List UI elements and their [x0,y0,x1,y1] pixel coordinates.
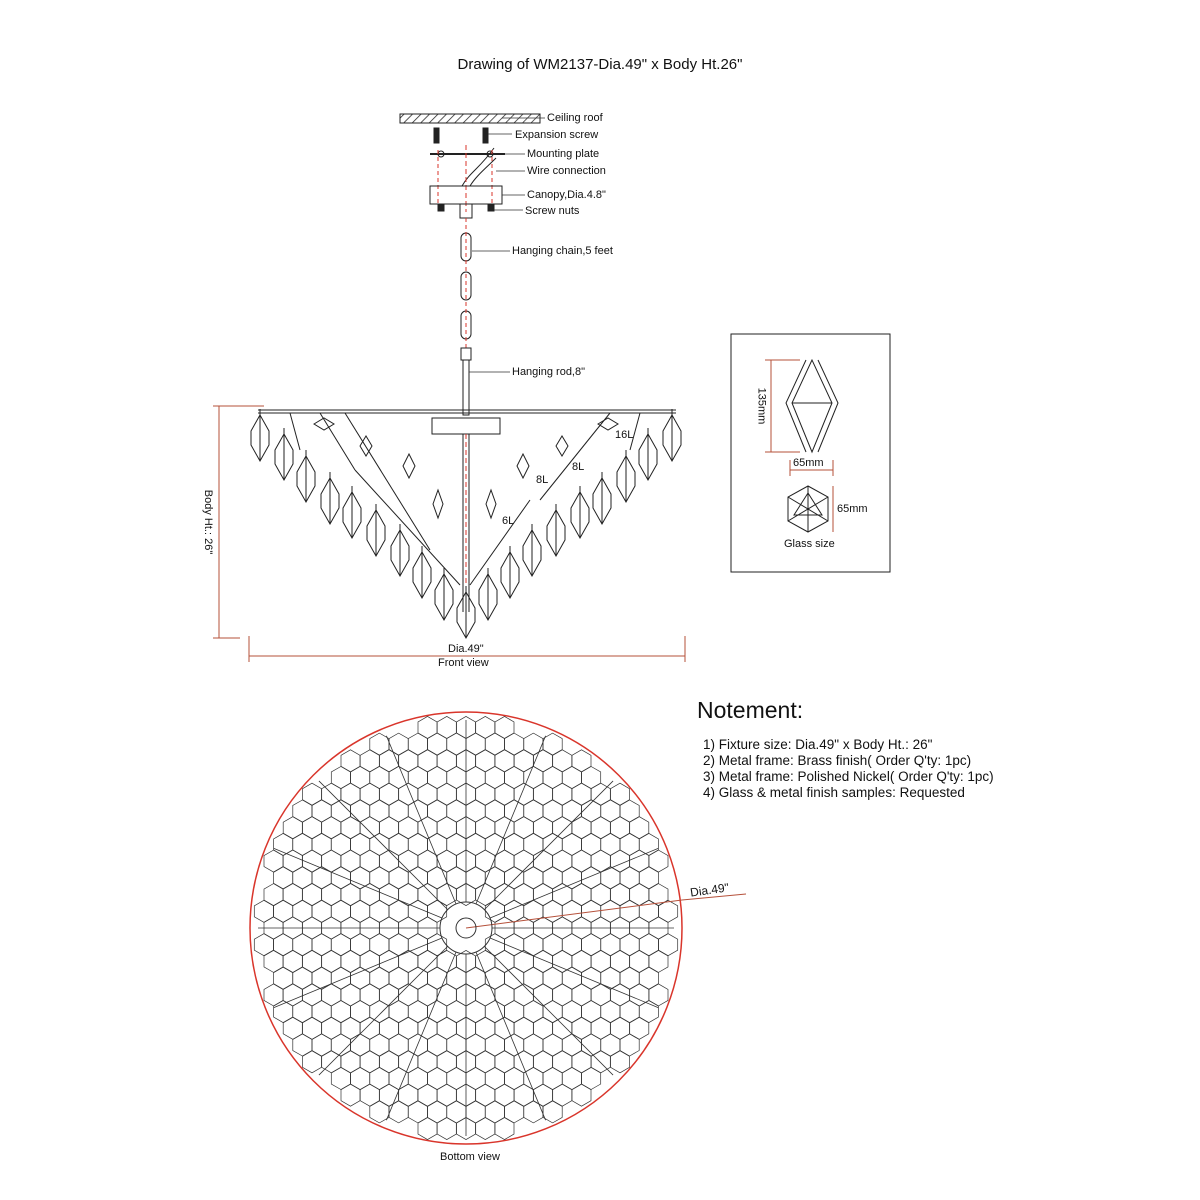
tier-label-6l: 6L [502,515,515,527]
crystal-pendant [639,428,657,480]
crystal-pendant [547,504,565,556]
expansion-screw-label: Expansion screw [515,129,599,141]
tier-label-8l-inner: 8L [536,474,549,486]
tier-label-8l-outer: 8L [572,461,585,473]
bottom-spoke [386,736,456,904]
note-item: 1) Fixture size: Dia.49" x Body Ht.: 26" [703,737,933,752]
crystal-pendant [367,504,385,556]
glass-width-label: 65mm [793,457,824,469]
crystal-pendant [435,568,453,620]
crystal-pendant [297,450,315,502]
bottom-view-caption: Bottom view [440,1151,500,1163]
crystal-pendant [413,546,431,598]
bottom-spoke [490,938,658,1008]
bottom-spoke [319,781,448,910]
body-height-label: Body Ht.: 26" [202,489,215,555]
hanging-chain [461,218,471,348]
crystal-pendant [663,409,681,461]
mounting-assembly [400,114,545,415]
crystal-pendant [571,486,589,538]
crystal-pendant [391,524,409,576]
center-hub [432,418,500,434]
bottom-spoke [386,952,456,1120]
crystal-pendant [321,472,339,524]
crystal-pendant [457,586,475,638]
glass-depth-label: 65mm [837,503,868,515]
bottom-spoke [274,848,442,918]
hanging-rod-label: Hanging rod,8" [512,366,586,378]
drawing-title: Drawing of WM2137-Dia.49" x Body Ht.26" [457,56,743,73]
crystal-pendant [501,546,519,598]
crystal-pendant [251,409,269,461]
wire-connection-label: Wire connection [527,165,606,177]
ceiling-roof-label: Ceiling roof [547,112,603,124]
chain-connector [461,348,471,360]
crystal-pendant [523,524,541,576]
front-view-caption: Front view [438,657,489,669]
hanging-chain-label: Hanging chain,5 feet [512,245,613,257]
bottom-spoke [484,946,613,1075]
glass-size-caption: Glass size [784,538,835,550]
front-arms [290,413,640,585]
crystal-pendant [593,472,611,524]
crystal-pendant [479,568,497,620]
ceiling-roof [400,114,540,123]
bottom-view [250,712,746,1144]
glass-crystal-front [792,360,832,452]
bottom-spoke [476,952,546,1120]
hanging-rod [463,360,469,415]
canopy-label: Canopy,Dia.4.8" [527,189,606,201]
screw-nuts-label: Screw nuts [525,205,580,217]
glass-panel-frame [731,334,890,572]
glass-size-panel [731,334,890,572]
front-diameter-label: Dia.49" [448,643,484,655]
expansion-screws [434,128,488,143]
note-item: 4) Glass & metal finish samples: Requested [703,785,965,800]
crystal-pendant [617,450,635,502]
mounting-plate-label: Mounting plate [527,148,600,160]
notes-title: Notement: [697,697,804,723]
bottom-spoke [476,736,546,904]
crystal-pendant [343,486,361,538]
front-view [251,409,681,638]
tier-label-16l: 16L [615,429,634,441]
note-item: 2) Metal frame: Brass finish( Order Q'ty: 1pc) [703,753,972,768]
crystal-pendant [275,428,293,480]
glass-height-label: 135mm [755,387,768,425]
bottom-spoke [490,848,658,918]
bottom-diameter-label: Dia.49" [689,880,730,900]
bottom-spoke [274,938,442,1008]
note-item: 3) Metal frame: Polished Nickel( Order Q'ty: 1pc) [703,769,994,784]
bottom-spoke [319,946,448,1075]
bottom-spoke [484,781,613,910]
